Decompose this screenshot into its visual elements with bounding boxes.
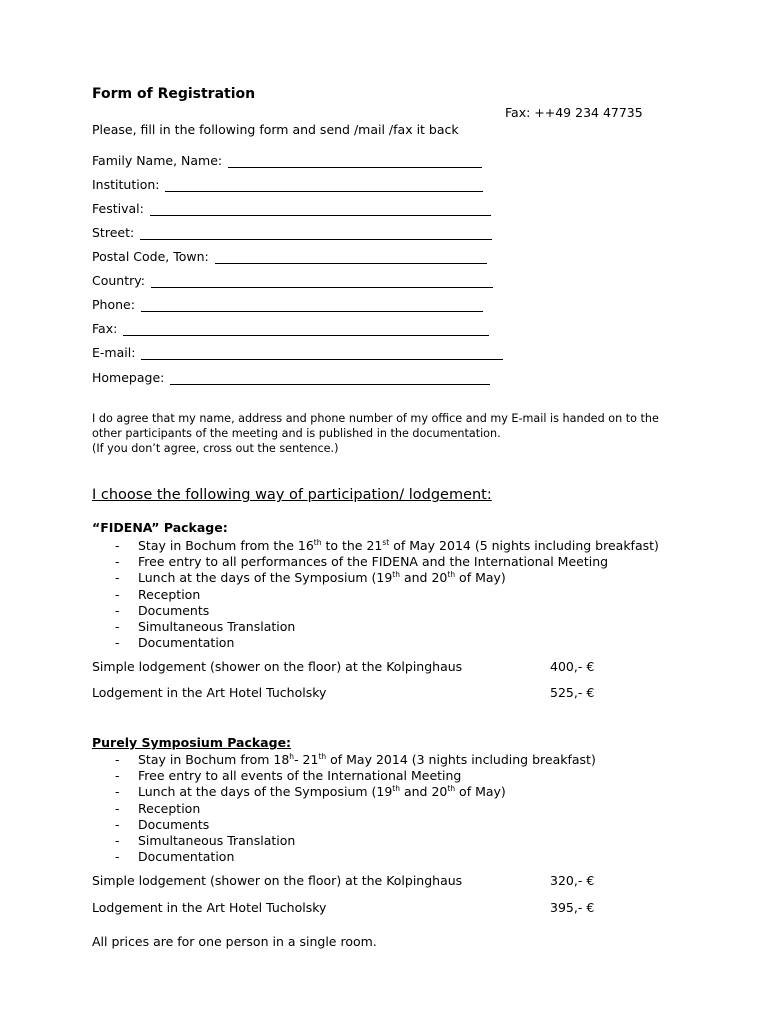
participation-heading: I choose the following way of participation/ lodgement: xyxy=(92,487,492,503)
list-item: - Lunch at the days of the Symposium (19th and 20th of May) xyxy=(115,570,506,586)
field-fax[interactable] xyxy=(92,321,489,336)
consent-statement xyxy=(92,411,692,456)
field-country[interactable] xyxy=(92,273,493,288)
field-homepage[interactable] xyxy=(92,370,490,385)
price-value: 400,- € xyxy=(550,659,595,674)
price-value: 320,- € xyxy=(550,873,595,888)
field-postal-code-town[interactable] xyxy=(92,249,487,264)
list-item: - Documents xyxy=(115,602,210,618)
field-line[interactable] xyxy=(123,323,489,336)
field-street[interactable] xyxy=(92,225,492,240)
field-label: Street: xyxy=(92,225,135,240)
price-value: 525,- € xyxy=(550,685,595,700)
field-phone[interactable] xyxy=(92,297,483,312)
symposium-package-title: Purely Symposium Package: xyxy=(92,735,292,750)
field-line[interactable] xyxy=(228,155,482,168)
field-line[interactable] xyxy=(215,251,487,264)
form-title: Form of Registration xyxy=(92,86,256,102)
field-line[interactable] xyxy=(141,299,483,312)
consent-line: other participants of the meeting and is published in the documentation. xyxy=(92,427,501,440)
field-line[interactable] xyxy=(170,372,490,385)
field-label: Phone: xyxy=(92,297,135,312)
field-label: E-mail: xyxy=(92,345,136,360)
field-line[interactable] xyxy=(150,203,491,216)
field-festival[interactable] xyxy=(92,201,491,216)
field-label: Homepage: xyxy=(92,370,165,385)
field-family-name[interactable] xyxy=(92,153,482,168)
consent-line: (If you don’t agree, cross out the sentence.) xyxy=(92,442,339,455)
list-item: - Lunch at the days of the Symposium (19th and 20th of May) xyxy=(115,784,506,800)
symposium-package-items xyxy=(92,752,596,865)
field-label: Family Name, Name: xyxy=(92,153,223,168)
symposium-price-kolpinghaus xyxy=(92,873,612,888)
fidena-price-art-hotel xyxy=(92,685,612,700)
price-label: Simple lodgement (shower on the floor) at the Kolpinghaus xyxy=(92,873,463,888)
field-label: Fax: xyxy=(92,321,118,336)
list-item: - Free entry to all performances of the FIDENA and the International Meeting xyxy=(115,554,609,570)
form-intro: Please, fill in the following form and send /mail /fax it back xyxy=(92,122,459,137)
symposium-price-art-hotel xyxy=(92,900,612,915)
list-item: - Documentation xyxy=(115,635,235,651)
fidena-price-kolpinghaus xyxy=(92,659,612,674)
field-email[interactable] xyxy=(92,345,503,360)
field-line[interactable] xyxy=(151,275,493,288)
list-item: - Documents xyxy=(115,816,210,832)
field-label: Postal Code, Town: xyxy=(92,249,209,264)
price-value: 395,- € xyxy=(550,900,595,915)
field-label: Festival: xyxy=(92,201,144,216)
price-label: Lodgement in the Art Hotel Tucholsky xyxy=(92,900,327,915)
field-institution[interactable] xyxy=(92,177,483,192)
list-item: - Reception xyxy=(115,800,201,816)
consent-line: I do agree that my name, address and phone number of my office and my E-mail is handed on to the xyxy=(92,412,659,425)
price-label: Lodgement in the Art Hotel Tucholsky xyxy=(92,685,327,700)
list-item: - Simultaneous Translation xyxy=(115,618,296,634)
list-item: - Stay in Bochum from 18$^h$- 21th of May 2014 (3 nights including breakfast) xyxy=(115,751,596,767)
field-label: Country: xyxy=(92,273,145,288)
list-item: - Free entry to all events of the International Meeting xyxy=(115,768,462,784)
field-line[interactable] xyxy=(165,179,483,192)
list-item: - Reception xyxy=(115,586,201,602)
price-label: Simple lodgement (shower on the floor) at the Kolpinghaus xyxy=(92,659,463,674)
fidena-package-items xyxy=(92,538,659,651)
fidena-package-title: “FIDENA” Package: xyxy=(92,520,228,535)
field-label: Institution: xyxy=(92,177,160,192)
list-item: - Stay in Bochum from the 16th to the 21st of May 2014 (5 nights including breakfast) xyxy=(115,537,659,553)
field-line[interactable] xyxy=(140,227,492,240)
field-line[interactable] xyxy=(141,347,503,360)
prices-footnote: All prices are for one person in a single room. xyxy=(92,934,377,949)
list-item: - Documentation xyxy=(115,849,235,865)
list-item: - Simultaneous Translation xyxy=(115,832,296,848)
fax-number: Fax: ++49 234 47735 xyxy=(505,105,643,120)
